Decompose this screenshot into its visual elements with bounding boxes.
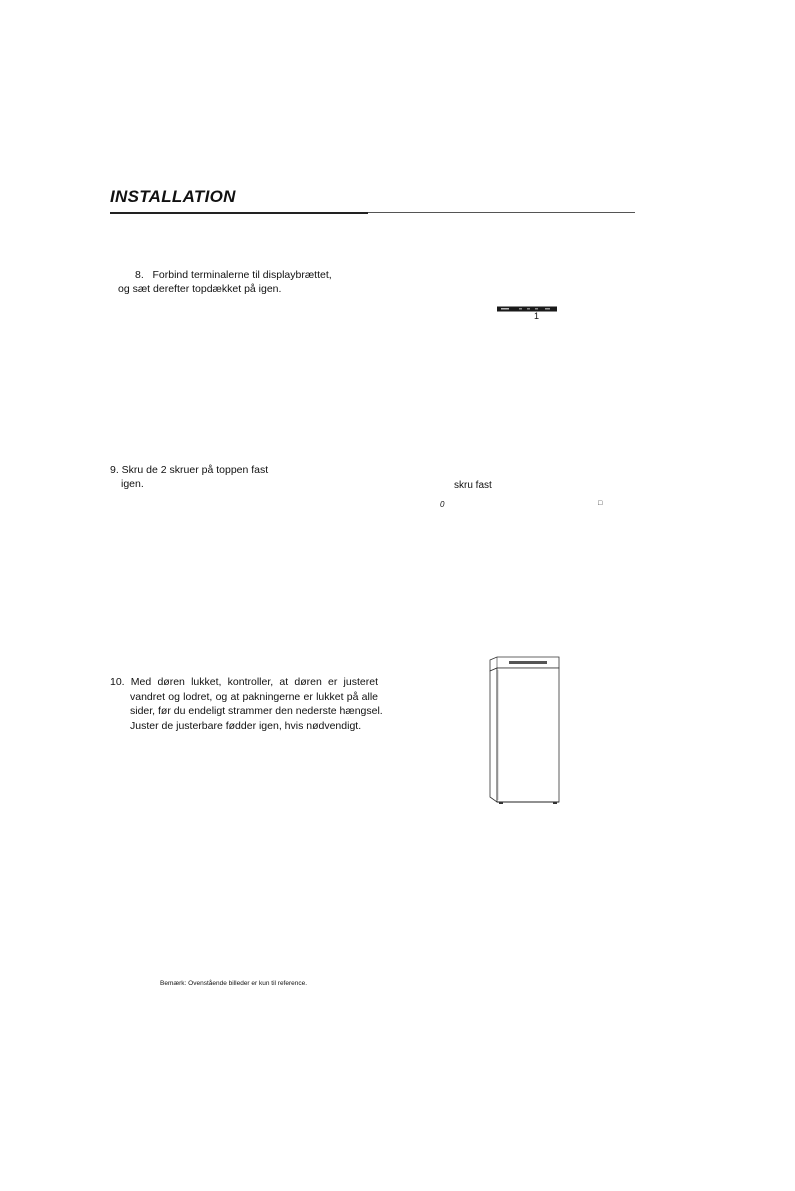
title-underline-accent	[110, 212, 368, 214]
screw-mark-right: □	[598, 500, 603, 507]
step-8-text-line-1: 8. Forbind terminalerne til displaybrættet,	[135, 269, 332, 281]
step-10-text-line-2: vandret og lodret, og at pakningerne er lukket på alle	[130, 690, 378, 703]
screw-tighten-label: skru fast	[454, 480, 492, 491]
step-10-text-line-3: sider, før du endeligt strammer den nederste hængsel.	[130, 705, 383, 717]
display-board-callout: 1	[534, 311, 540, 321]
step-9-text-line-2: igen.	[121, 478, 144, 490]
reference-note: Bemærk: Ovenstående billeder er kun til reference.	[160, 979, 308, 987]
step-10-text-line-1: 10. Med døren lukket, kontroller, at døren er justeret	[110, 676, 378, 688]
section-title: INSTALLATION	[110, 187, 236, 206]
screw-mark-left: 0	[440, 500, 445, 509]
step-10-text-line-4: Juster de justerbare fødder igen, hvis nødvendigt.	[130, 719, 362, 732]
fridge-diagram	[487, 656, 561, 806]
step-9-text-line-1: 9. Skru de 2 skruer på toppen fast	[110, 464, 269, 476]
display-board-diagram	[497, 306, 557, 312]
step-8-text-line-2: og sæt derefter topdækket på igen.	[118, 283, 282, 295]
step-10-text	[110, 675, 383, 733]
